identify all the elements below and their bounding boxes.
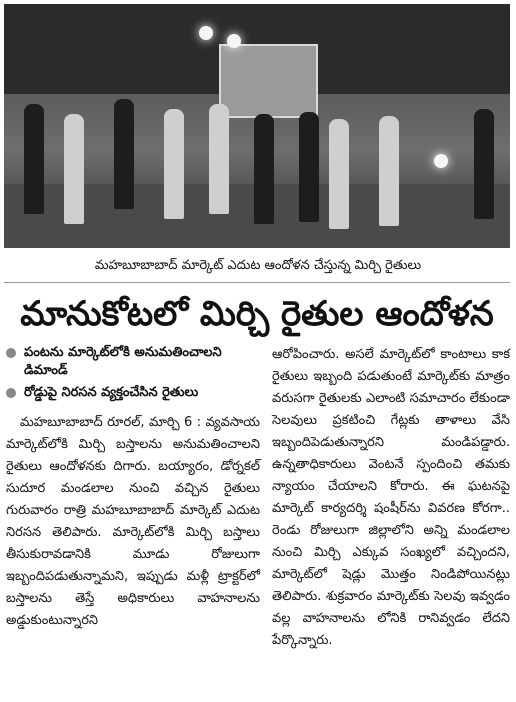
- headline: మానుకోటలో మిర్చి రైతుల ఆందోళన: [20, 294, 494, 334]
- street-light-icon: [227, 34, 241, 48]
- protest-photo-icon: [4, 4, 510, 248]
- highlight-text: రోడ్డుపై నిరసన వ్యక్తంచేసిన రైతులు: [24, 385, 199, 400]
- photo-person: [24, 104, 44, 214]
- highlight-text: పంటను మార్కెట్‌లోకి అనుమతించాలని డిమాండ్: [24, 345, 222, 378]
- photo-person: [379, 116, 399, 226]
- bullet-icon: [6, 348, 16, 358]
- photo-person: [254, 114, 274, 224]
- left-column: [6, 344, 260, 632]
- photo-person: [64, 114, 84, 224]
- right-column: [272, 344, 510, 652]
- photo-person: [299, 112, 319, 222]
- bullet-icon: [6, 388, 16, 398]
- highlight-item: [6, 344, 260, 380]
- article-body-right: ఆరోపించారు. అసలే మార్కెట్‌లో కాంటాలు కాక రైతులు ఇబ్బంది పడుతుంటే మార్కెట్‌కు మాత్రం వరుసగా రైతులకు ఎలాంటి సమాచారం లేకుండా సెలవులు ప్రకటించి గేట్లకు తాళాలు వేసి ఇబ్బందిపెడుతున్నారని మండిపడ్డారు. ఉన్నతాధికారులు వెంటనే స్పందించి తమకు న్యాయం చేయాలని కోరారు. ఈ ఘటనపై మార్కెట్ కార్యదర్శి షంషీర్‌ను వివరణ కోరగా.. రెండు రోజులుగా జిల్లాలోని అన్ని మండలాల నుంచి మిర్చి ఎక్కువ సంఖ్యలో వచ్చిందని, మార్కెట్‌లో షెడ్లు మొత్తం నిండిపోయినట్లు తెలిపారు. శుక్రవారం మార్కెట్‌కు సెలవు ఇవ్వడం వల్ల వాహనాలను లోనికి రానివ్వడం లేదని పేర్కొన్నారు.: [272, 347, 510, 648]
- photo-person: [329, 119, 349, 229]
- divider: [4, 282, 510, 283]
- photo-person: [209, 104, 229, 214]
- photo-truck: [219, 44, 318, 118]
- photo-person: [474, 109, 494, 219]
- photo-caption: మహబూబాబాద్ మార్కెట్ ఎదుట ఆందోళన చేస్తున్న మిర్చి రైతులు: [94, 258, 422, 273]
- photo-person: [164, 109, 184, 219]
- article-body-left: మహబూబాబాద్ రూరల్, మార్చి 6 : వ్యవసాయ మార్కెట్‌లోకి మిర్చి బస్తాలను అనుమతించాలని రైతులు ఆందోళనకు దిగారు. బయ్యారం, డోర్నకల్ సుదూర మండలాల నుంచి వచ్చిన రైతులు గురువారం రాత్రి మహబూబాబాద్ మార్కెట్ ఎదుట నిరసన తెలిపారు. మార్కెట్‌లోకి మిర్చి బస్తాలు తీసుకురావడానికి మూడు రోజులుగా ఇబ్బందిపడుతున్నామని, ఇప్పుడు మళ్లీ ట్రాక్టర్‌లో బస్తాలను తెస్తే అధికారులు వాహనాలను అడ్డుకుంటున్నారని: [6, 415, 260, 628]
- photo-person: [114, 99, 134, 209]
- vehicle-light-icon: [434, 154, 448, 168]
- highlight-item: [6, 384, 260, 402]
- street-light-icon: [199, 26, 213, 40]
